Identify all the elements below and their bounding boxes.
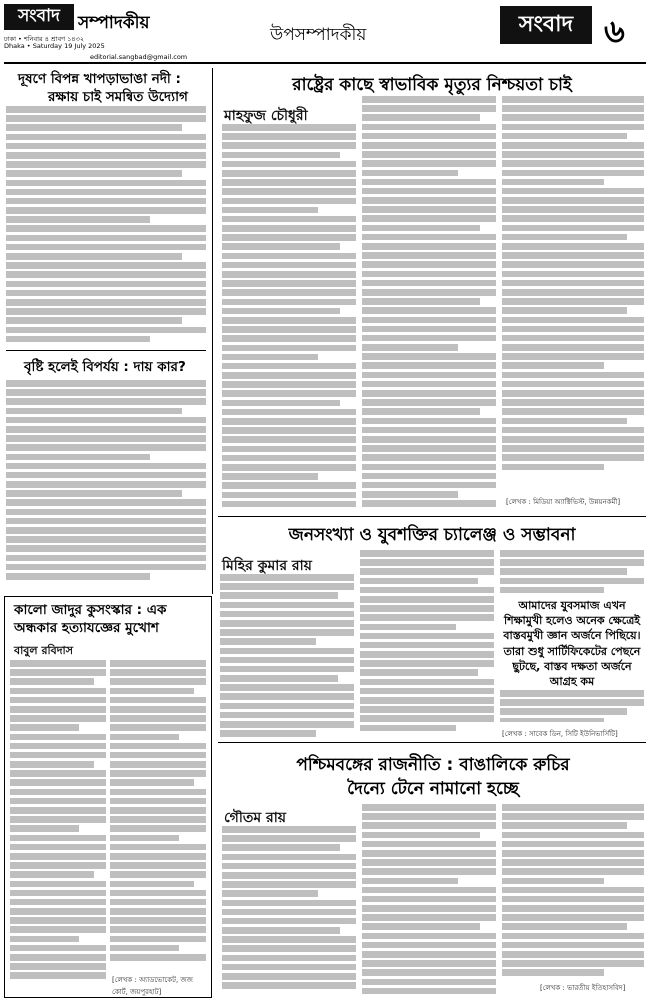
left-column-rule [212, 68, 213, 594]
article-bottom-col3 [502, 804, 644, 978]
editorial1-divider [6, 350, 206, 351]
masthead-rule [4, 62, 646, 64]
article-top-divider [218, 516, 646, 517]
article-bottom-headline-2: দৈন্যে টেনে নামানো হচ্ছে [347, 779, 519, 799]
article-mid-credit: [লেখক : সাবেক ডিন, সিটি ইউনিভার্সিটি] [502, 730, 618, 738]
article-left-col1 [10, 660, 106, 986]
page-number: ৬ [604, 12, 625, 50]
section-title: সম্পাদকীয় [78, 13, 150, 33]
article-mid-col3-lower [500, 690, 644, 722]
subsection-title: উপসম্পাদকীয় [270, 25, 367, 45]
article-top-col3 [502, 96, 644, 488]
article-bottom-col1 [222, 826, 356, 996]
article-bottom-headline-1: পশ্চিমবঙ্গের রাজনীতি : বাঙালিকে রুচির [296, 755, 570, 775]
editorial2-body [6, 380, 206, 588]
article-mid-col2 [360, 550, 494, 740]
article-top-credit: [লেখক : মিডিয়া অ্যাক্টিভিস্ট, উন্নয়নকর্মী] [506, 498, 621, 506]
article-top-col2 [362, 96, 496, 514]
article-left-headline: কালো জাদুর কুসংস্কার : এক অন্ধকার হত্যাযজ্ঞের মুখোশ [14, 602, 167, 636]
article-top-headline: রাষ্ট্রের কাছে স্বাভাবিক মৃত্যুর নিশ্চয়তা চাই [292, 75, 572, 95]
article-mid-col1 [220, 574, 354, 740]
logo-text-right: সংবাদ [518, 11, 574, 37]
article-top-col1 [222, 124, 356, 514]
article-mid-divider [218, 742, 646, 743]
article-left-author: বাবুল রবিদাস [14, 644, 74, 657]
newspaper-logo-right [500, 6, 592, 44]
editorial2-title: বৃষ্টি হলেই বিপর্যয় : দায় কার? [24, 359, 186, 375]
article-mid-headline: জনসংখ্যা ও যুবশক্তির চ্যালেঞ্জ ও সম্ভাবনা [288, 525, 576, 545]
article-bottom-col2 [362, 804, 496, 996]
article-top-author: মাহফুজ চৌধুরী [224, 108, 308, 124]
article-left-credit: [লেখক : অ্যাডভোকেট, জজ কোর্ট, জয়পুরহাট] [112, 976, 193, 996]
editorial-email[interactable]: editorial.sangbad@gmail.com [90, 53, 188, 61]
date-bn: ঢাকা • শনিবার ৪ শ্রাবণ ১৪৩২ [4, 35, 85, 43]
editorial1-subtitle: রক্ষায় চাই সমন্বিত উদ্যোগ [48, 89, 188, 105]
editorial1-title: দূষণে বিপন্ন খাপড়াভাঙা নদী : [18, 71, 181, 87]
article-mid-col3 [500, 550, 644, 594]
article-bottom-author: গৌতম রায় [224, 810, 287, 826]
article-mid-author: মিহির কুমার রায় [222, 558, 312, 574]
article-bottom-credit: [লেখক : ভারতীয় ইতিহাসবিদ] [540, 984, 626, 992]
editorial1-body [6, 106, 206, 344]
logo-text: সংবাদ [18, 6, 60, 26]
article-left-col2 [110, 660, 206, 970]
newspaper-logo [4, 4, 74, 30]
pull-quote: আমাদের যুবসমাজ এখন শিক্ষামুখী হলেও অনেক ক্ষেত্রেই বাস্তবমুখী জ্ঞান অর্জনে পিছিয়ে। তারা শুধু সার্টিফিকেটের পেছনে ছুটছে, বাস্তব দক্ষতা অর্জনে আগ্রহ কম [503, 599, 641, 688]
date-en: Dhaka • Saturday 19 July 2025 [4, 42, 105, 50]
